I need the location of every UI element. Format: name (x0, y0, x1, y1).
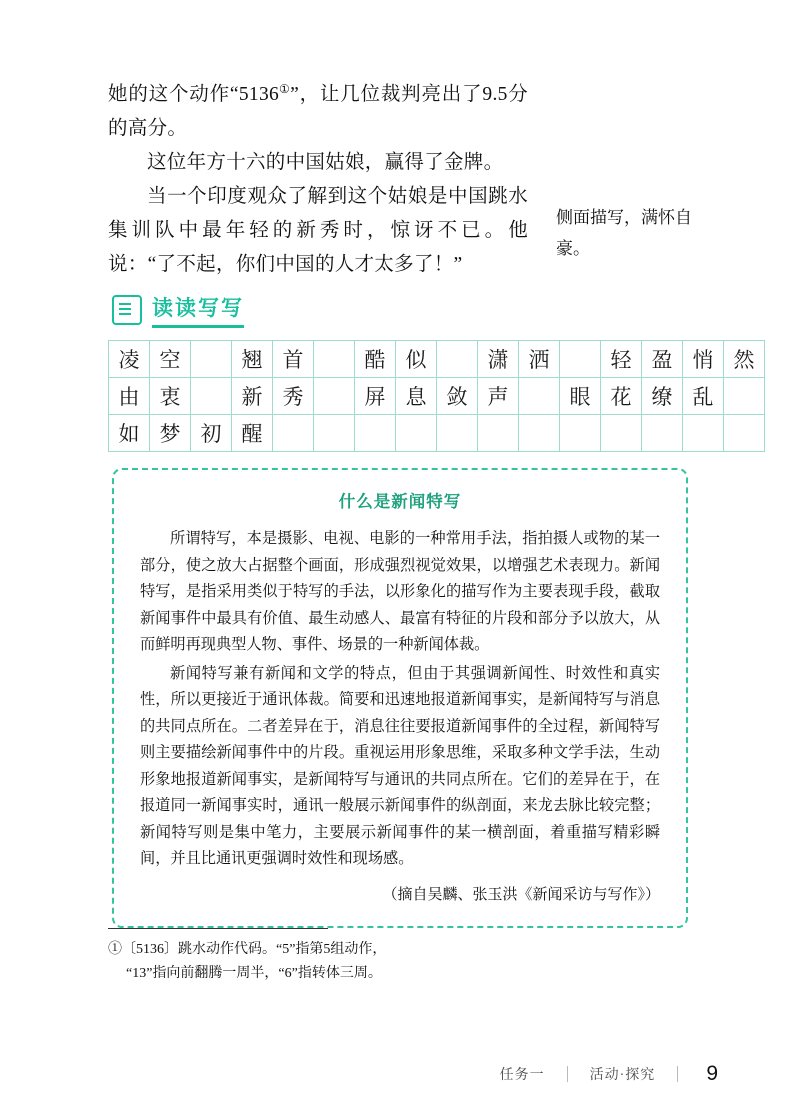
footer-divider (677, 1066, 678, 1082)
grid-cell: 翘 (232, 341, 273, 378)
grid-cell: 然 (724, 341, 765, 378)
footnote-line-2: “13”指向前翻腾一周半，“6”指转体三周。 (126, 966, 382, 981)
knowledge-paragraph-2: 新闻特写兼有新闻和文学的特点，但由于其强调新闻性、时效性和真实性，所以更接近于通讯体裁。简要和迅速地报道新闻事实，是新闻特写与消息的共同点所在。二者差异在于，消息往往要报道新闻事件的全过程，新闻特写则主要描绘新闻事件中的片段。重视运用形象思维，采取多种文学手法，生动形象地报道新闻事实，是新闻特写与通讯的共同点所在。它们的差异在于，在报道同一新闻事实时，通讯一般展示新闻事件的纵剖面，来龙去脉比较完整；新闻特写则是集中笔力，主要展示新闻事件的某一横剖面，着重描写精彩瞬间，并且比通讯更强调时效性和现场感。 (140, 664, 660, 867)
grid-cell: 乱 (683, 378, 724, 415)
page-number: 9 (706, 1062, 718, 1085)
character-grid-table (108, 340, 765, 452)
three-lines-icon (112, 295, 142, 325)
grid-cell: 空 (150, 341, 191, 378)
footnote-divider (108, 928, 328, 929)
footer-task-label: 任务一 (499, 1068, 545, 1083)
grid-cell: 息 (396, 378, 437, 415)
table-row (109, 341, 765, 378)
grid-cell (396, 415, 437, 452)
grid-cell (273, 415, 314, 452)
grid-cell: 似 (396, 341, 437, 378)
grid-cell: 衷 (150, 378, 191, 415)
grid-cell (191, 341, 232, 378)
grid-cell: 轻 (601, 341, 642, 378)
grid-cell (191, 378, 232, 415)
grid-cell: 秀 (273, 378, 314, 415)
grid-cell: 潇 (478, 341, 519, 378)
page-footer (0, 1062, 800, 1096)
table-row (109, 378, 765, 415)
footer-activity-label: 活动·探究 (589, 1068, 656, 1083)
grid-cell: 缭 (642, 378, 683, 415)
grid-cell: 新 (232, 378, 273, 415)
grid-cell: 屏 (355, 378, 396, 415)
grid-cell: 敛 (437, 378, 478, 415)
grid-cell: 由 (109, 378, 150, 415)
grid-cell (519, 378, 560, 415)
grid-cell (478, 415, 519, 452)
knowledge-box-title: 什么是新闻特写 (338, 492, 462, 511)
section-heading (112, 292, 244, 328)
side-note: 侧面描写，满怀自豪。 (556, 208, 692, 258)
grid-cell (683, 415, 724, 452)
grid-cell: 花 (601, 378, 642, 415)
grid-cell (437, 415, 478, 452)
grid-cell (560, 415, 601, 452)
footnote-line-1: ①〔5136〕跳水动作代码。“5”指第5组动作， (108, 942, 387, 957)
grid-cell: 如 (109, 415, 150, 452)
grid-cell: 梦 (150, 415, 191, 452)
grid-cell (724, 378, 765, 415)
grid-cell: 酷 (355, 341, 396, 378)
grid-cell: 凌 (109, 341, 150, 378)
knowledge-paragraph-1: 所谓特写，本是摄影、电视、电影的一种常用手法，指拍摄人或物的某一部分，使之放大占据整个画面，形成强烈视觉效果，以增强艺术表现力。新闻特写，是指采用类似于特写的手法，以形象化的描写作为主要表现手段，截取新闻事件中最具有价值、最生动感人、最富有特征的片段和部分予以放大，从而鲜明再现典型人物、事件、场景的一种新闻体裁。 (140, 530, 660, 653)
body-text-block (108, 78, 528, 282)
knowledge-source: （摘自吴麟、张玉洪《新闻采访与写作》） (382, 886, 660, 903)
grid-cell (724, 415, 765, 452)
grid-cell: 声 (478, 378, 519, 415)
paragraph-2: 这位年方十六的中国姑娘，赢得了金牌。 (147, 152, 504, 173)
footnote-block (108, 938, 588, 986)
grid-cell: 洒 (519, 341, 560, 378)
grid-cell: 眼 (560, 378, 601, 415)
character-grid (108, 340, 755, 452)
grid-cell (314, 415, 355, 452)
grid-cell (314, 341, 355, 378)
grid-cell (355, 415, 396, 452)
grid-cell: 初 (191, 415, 232, 452)
section-title: 读读写写 (152, 292, 244, 328)
paragraph-1: 她的这个动作“5136①”，让几位裁判亮出了9.5分的高分。 (108, 81, 528, 139)
grid-cell: 盈 (642, 341, 683, 378)
paragraph-1-after: ”，让几位裁判亮出了9.5分的高分。 (108, 84, 528, 139)
grid-cell (560, 341, 601, 378)
grid-cell (519, 415, 560, 452)
table-row (109, 415, 765, 452)
paragraph-1-before: 她的这个动作“5136 (108, 84, 280, 105)
grid-cell: 醒 (232, 415, 273, 452)
grid-cell: 悄 (683, 341, 724, 378)
grid-cell (642, 415, 683, 452)
knowledge-box (112, 468, 688, 928)
grid-cell (437, 341, 478, 378)
paragraph-3: 当一个印度观众了解到这个姑娘是中国跳水集训队中最年轻的新秀时，惊讶不已。他说：“了不起，你们中国的人才太多了！” (108, 186, 528, 275)
grid-cell (601, 415, 642, 452)
grid-cell (314, 378, 355, 415)
grid-cell: 首 (273, 341, 314, 378)
